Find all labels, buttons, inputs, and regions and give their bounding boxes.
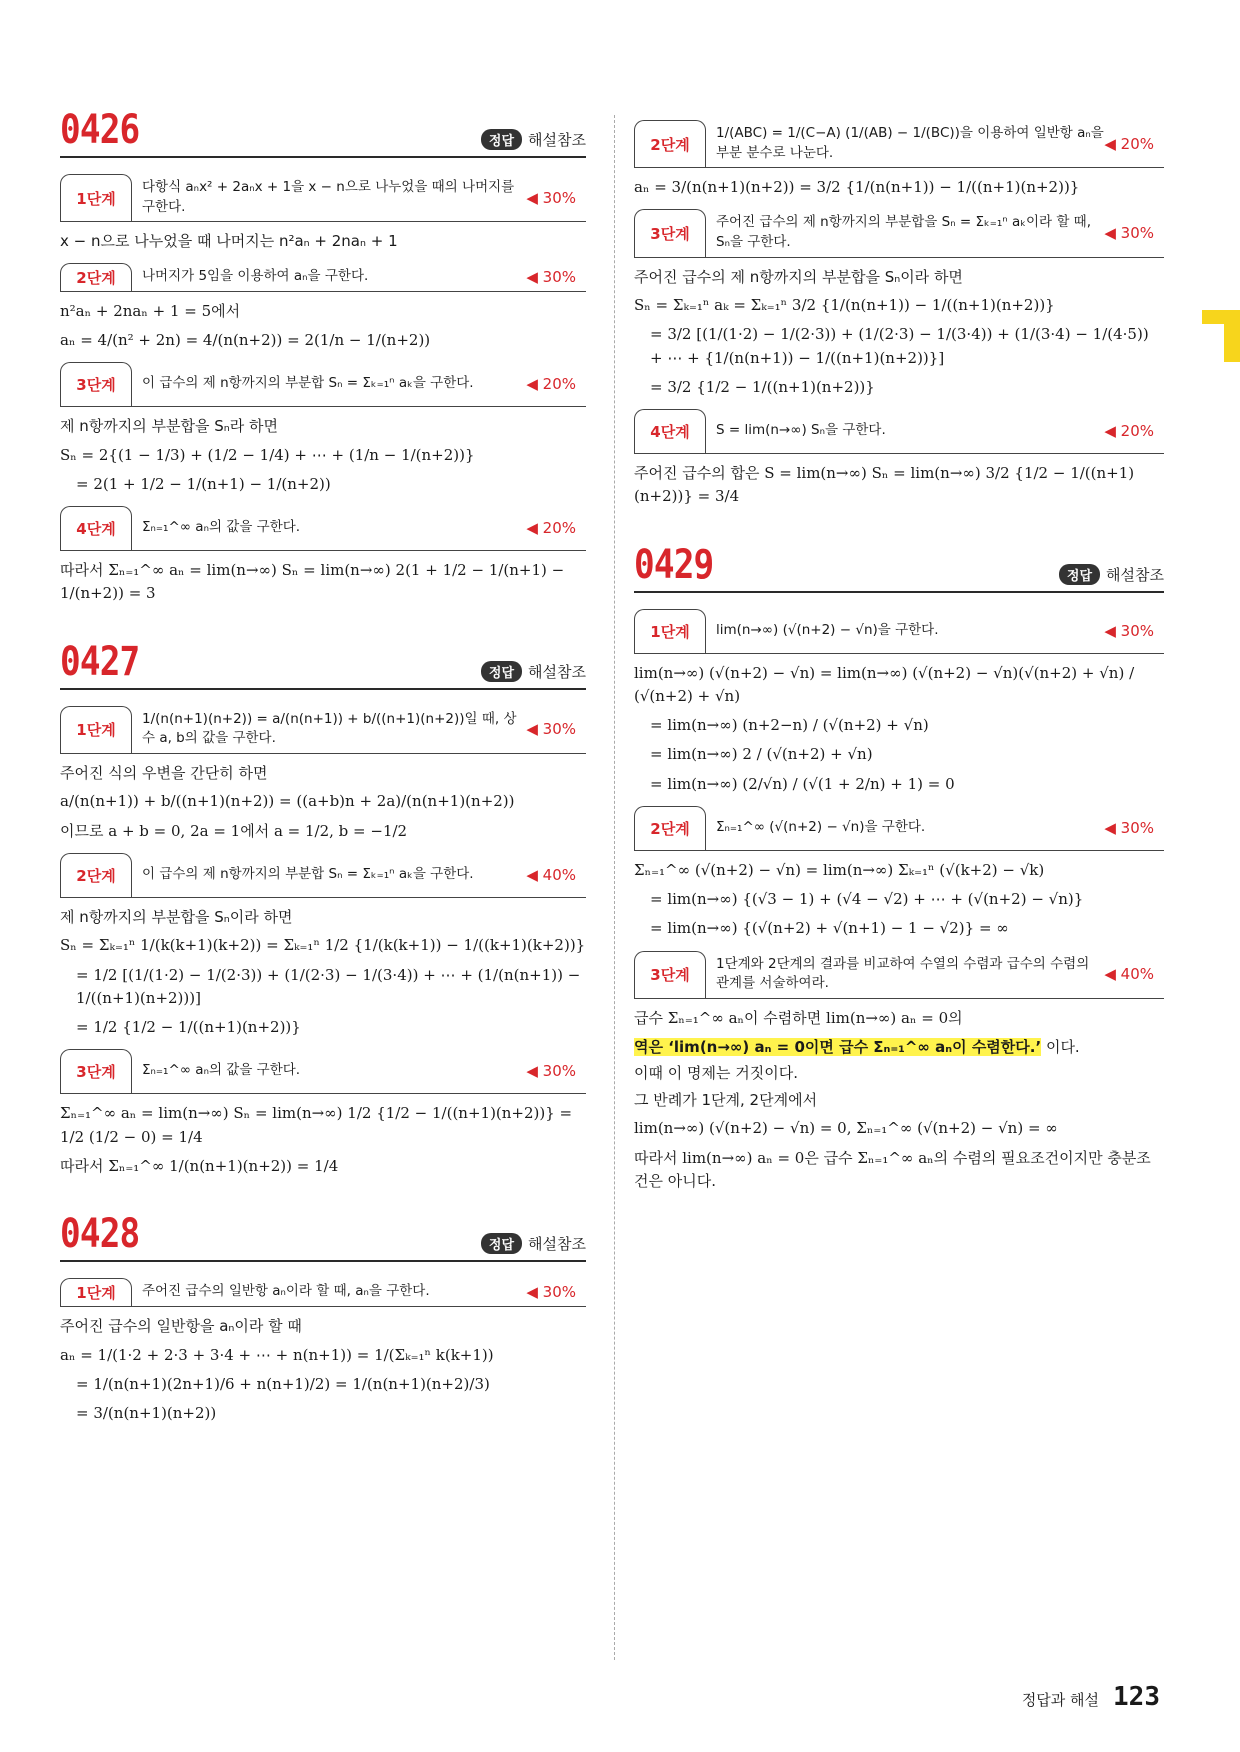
answer-text: 해설참조 (1106, 565, 1164, 584)
equation: = lim(n→∞) 2 / (√(n+2) + √n) (650, 745, 873, 764)
step-percent: ◀ 20% (526, 375, 576, 394)
step-row (60, 506, 586, 551)
answer-ref (1059, 564, 1164, 585)
step-label: 3단계 (60, 362, 132, 406)
step-percent: ◀ 30% (526, 720, 576, 739)
solution-text: 주어진 급수의 제 n항까지의 부분합을 Sₙ이라 하면 (634, 267, 963, 286)
equation: Sₙ = Σₖ₌₁ⁿ aₖ = Σₖ₌₁ⁿ 3/2 {1/(n(n+1)) − 1/((n+1)(n+2))} (634, 296, 1055, 314)
step-description: 나머지가 5임을 이용하여 aₙ을 구한다. (142, 267, 369, 284)
step-label: 1단계 (634, 609, 706, 653)
step-label: 1단계 (60, 706, 132, 753)
step-row (634, 609, 1164, 654)
step-label: 3단계 (634, 209, 706, 256)
step-description: lim(n→∞) (√(n+2) − √n)을 구한다. (716, 621, 939, 638)
solution-text: 주어진 급수의 일반항을 aₙ이라 할 때 (60, 1317, 302, 1335)
problem-number: 0426 (60, 107, 140, 153)
step-row (60, 263, 586, 292)
step-label: 2단계 (60, 263, 132, 291)
step-label: 1단계 (60, 1278, 132, 1306)
equation: lim(n→∞) (√(n+2) − √n) = lim(n→∞) (√(n+2) − √n)(√(n+2) + √n) / (√(n+2) + √n) (634, 663, 1139, 705)
step-percent: ◀ 30% (1104, 621, 1154, 640)
step-row (634, 120, 1164, 168)
step-description: 다항식 aₙx² + 2aₙx + 1을 x − n으로 나누었을 때의 나머지를 구한다. (142, 179, 515, 215)
step-row (634, 806, 1164, 851)
step-percent: ◀ 30% (526, 1283, 576, 1301)
step-percent: ◀ 30% (526, 267, 576, 286)
page-footer (1022, 1682, 1160, 1712)
step-row (634, 209, 1164, 257)
equation: = lim(n→∞) (n+2−n) / (√(n+2) + √n) (650, 716, 929, 734)
answer-badge: 정답 (481, 129, 522, 150)
step-description: Σₙ₌₁^∞ (√(n+2) − √n)을 구한다. (716, 818, 926, 835)
step-percent: ◀ 40% (1104, 965, 1154, 984)
step-row (60, 1278, 586, 1307)
equation: = lim(n→∞) {(√(n+2) + √(n+1) − 1 − √2)} = ∞ (650, 919, 1009, 938)
highlighted-statement (634, 1036, 1164, 1059)
answer-badge: 정답 (481, 1233, 522, 1254)
problem-0426 (60, 107, 586, 606)
answer-text: 해설참조 (528, 131, 586, 149)
step-label: 4단계 (60, 506, 132, 550)
equation: = 1/2 {1/2 − 1/((n+1)(n+2))} (76, 1018, 301, 1036)
step-percent: ◀ 40% (526, 865, 576, 884)
problem-0428 (60, 1211, 586, 1425)
step-description: 주어진 급수의 제 n항까지의 부분합을 Sₙ = Σₖ₌₁ⁿ aₖ이라 할 때, Sₙ을 구한다. (716, 214, 1092, 250)
right-column (634, 110, 1164, 1229)
step-description: S = lim(n→∞) Sₙ을 구한다. (716, 422, 886, 439)
equation: 주어진 급수의 합은 S = lim(n→∞) Sₙ = lim(n→∞) 3/2 {1/2 − 1/((n+1)(n+2))} = 3/4 (634, 464, 1135, 506)
solution-text: x − n으로 나누었을 때 나머지는 n²aₙ + 2naₙ + 1 (60, 232, 398, 251)
equation: = 3/2 [(1/(1·2) − 1/(2·3)) + (1/(2·3) − 1/(3·4)) + (1/(3·4) − 1/(4·5)) + ⋯ + {1/(n(n+1)) − 1/((n+1)(n+2))}] (650, 325, 1154, 367)
page-number: 123 (1113, 1682, 1160, 1712)
step-row (60, 706, 586, 754)
highlight-text: 역은 ‘lim(n→∞) aₙ = 0이면 급수 Σₙ₌₁^∞ aₙ이 수렴한다.’ (634, 1037, 1042, 1056)
step-percent: ◀ 30% (1104, 818, 1154, 837)
problem-number: 0427 (60, 638, 140, 685)
problem-continued (634, 120, 1164, 509)
step-description: Σₙ₌₁^∞ aₙ의 값을 구한다. (142, 1062, 301, 1079)
step-label: 3단계 (634, 951, 706, 998)
step-description: 이 급수의 제 n항까지의 부분합 Sₙ = Σₖ₌₁ⁿ aₖ을 구한다. (142, 865, 474, 882)
problem-0429 (634, 541, 1164, 1194)
step-percent: ◀ 20% (1104, 134, 1154, 153)
equation: Sₙ = 2{(1 − 1/3) + (1/2 − 1/4) + ⋯ + (1/n − 1/(n+2))} (60, 445, 475, 464)
step-label: 1단계 (60, 174, 132, 221)
equation: = 3/2 {1/2 − 1/((n+1)(n+2))} (650, 377, 875, 396)
equation: aₙ = 3/(n(n+1)(n+2)) = 3/2 {1/(n(n+1)) − 1/((n+1)(n+2))} (634, 178, 1080, 197)
step-percent: ◀ 20% (1104, 422, 1154, 440)
statement-tail: 이다. (1041, 1037, 1080, 1056)
equation: 따라서 Σₙ₌₁^∞ 1/(n(n+1)(n+2)) = 1/4 (60, 1156, 339, 1175)
step-description: 1단계와 2단계의 결과를 비교하여 수열의 수렴과 급수의 수렴의 관계를 서술하여라. (716, 955, 1090, 992)
step-percent: ◀ 20% (526, 519, 576, 538)
solution-text: 이때 이 명제는 거짓이다. (634, 1064, 798, 1083)
equation: = 3/(n(n+1)(n+2)) (76, 1404, 217, 1422)
step-label: 2단계 (634, 120, 706, 167)
equation: = lim(n→∞) (2/√n) / (√(1 + 2/n) + 1) = 0 (650, 774, 955, 793)
equation: Σₙ₌₁^∞ aₙ = lim(n→∞) Sₙ = lim(n→∞) 1/2 {1/2 − 1/((n+1)(n+2))} = 1/2 (1/2 − 0) = 1/4 (60, 1104, 577, 1146)
step-description: 1/(n(n+1)(n+2)) = a/(n(n+1)) + b/((n+1)(n+2))일 때, 상수 a, b의 값을 구한다. (142, 710, 517, 747)
solution-text: 제 n항까지의 부분합을 Sₙ라 하면 (60, 417, 278, 436)
step-description: 1/(ABC) = 1/(C−A) (1/(AB) − 1/(BC))을 이용하여 일반항 aₙ을 부분 분수로 나눈다. (716, 125, 1104, 161)
problem-0427 (60, 638, 586, 1178)
step-percent: ◀ 30% (1104, 223, 1154, 242)
equation: aₙ = 1/(1·2 + 2·3 + 3·4 + ⋯ + n(n+1)) = 1/(Σₖ₌₁ⁿ k(k+1)) (60, 1345, 494, 1364)
answer-ref (481, 1233, 586, 1254)
step-label: 3단계 (60, 1049, 132, 1093)
equation: 급수 Σₙ₌₁^∞ aₙ이 수렴하면 lim(n→∞) aₙ = 0의 (634, 1008, 963, 1027)
equation: = 1/2 [(1/(1·2) − 1/(2·3)) + (1/(2·3) − 1/(3·4)) + ⋯ + (1/(n(n+1)) − 1/((n+1)(n+2)))] (76, 965, 586, 1007)
equation: 따라서 lim(n→∞) aₙ = 0은 급수 Σₙ₌₁^∞ aₙ의 수렴의 필요조건이지만 충분조건은 아니다. (634, 1148, 1151, 1190)
answer-ref (481, 129, 586, 150)
answer-badge: 정답 (481, 661, 522, 682)
chapter-tab-marker (1224, 310, 1240, 362)
step-label: 2단계 (634, 806, 706, 850)
equation: = 2(1 + 1/2 − 1/(n+1) − 1/(n+2)) (76, 474, 331, 493)
step-description: 이 급수의 제 n항까지의 부분합 Sₙ = Σₖ₌₁ⁿ aₖ을 구한다. (142, 375, 474, 392)
column-divider (614, 115, 615, 1660)
solution-text: 그 반례가 1단계, 2단계에서 (634, 1090, 818, 1109)
step-row (634, 951, 1164, 999)
equation: 이므로 a + b = 0, 2a = 1에서 a = 1/2, b = −1/2 (60, 821, 408, 840)
step-percent: ◀ 30% (526, 188, 576, 207)
problem-number: 0428 (60, 1211, 140, 1257)
equation: lim(n→∞) (√(n+2) − √n) = 0, Σₙ₌₁^∞ (√(n+2) − √n) = ∞ (634, 1119, 1058, 1138)
problem-header (60, 107, 586, 158)
step-row (60, 1049, 586, 1094)
problem-header (60, 638, 586, 690)
answer-text: 해설참조 (528, 662, 586, 681)
answer-text: 해설참조 (528, 1235, 586, 1253)
step-row (60, 853, 586, 898)
problem-number: 0429 (634, 541, 714, 588)
answer-badge: 정답 (1059, 564, 1100, 585)
answer-ref (481, 661, 586, 682)
footer-label: 정답과 해설 (1021, 1691, 1100, 1709)
step-row (60, 362, 586, 407)
step-percent: ◀ 30% (526, 1062, 576, 1081)
equation: 따라서 Σₙ₌₁^∞ aₙ = lim(n→∞) Sₙ = lim(n→∞) 2(1 + 1/2 − 1/(n+1) − 1/(n+2)) = 3 (60, 561, 570, 603)
equation: Σₙ₌₁^∞ (√(n+2) − √n) = lim(n→∞) Σₖ₌₁ⁿ (√(k+2) − √k) (634, 860, 1045, 879)
step-row (634, 409, 1164, 454)
equation: n²aₙ + 2naₙ + 1 = 5에서 (60, 301, 241, 320)
step-label: 2단계 (60, 853, 132, 897)
solution-text: 제 n항까지의 부분합을 Sₙ이라 하면 (60, 907, 293, 926)
problem-header (634, 541, 1164, 593)
equation: aₙ = 4/(n² + 2n) = 4/(n(n+2)) = 2(1/n − 1/(n+2)) (60, 330, 431, 349)
equation: Sₙ = Σₖ₌₁ⁿ 1/(k(k+1)(k+2)) = Σₖ₌₁ⁿ 1/2 {1/(k(k+1)) − 1/((k+1)(k+2))} (60, 936, 586, 955)
equation: = 1/(n(n+1)(2n+1)/6 + n(n+1)/2) = 1/(n(n+1)(n+2)/3) (76, 1374, 490, 1393)
solution-text: 주어진 식의 우변을 간단히 하면 (60, 763, 268, 782)
step-description: 주어진 급수의 일반항 aₙ이라 할 때, aₙ을 구한다. (142, 1283, 430, 1300)
step-label: 4단계 (634, 409, 706, 453)
step-row (60, 174, 586, 222)
problem-header (60, 1211, 586, 1262)
left-column (60, 107, 586, 1461)
equation: = lim(n→∞) {(√3 − 1) + (√4 − √2) + ⋯ + (√(n+2) − √n)} (650, 890, 1084, 908)
step-description: Σₙ₌₁^∞ aₙ의 값을 구한다. (142, 519, 301, 536)
equation: a/(n(n+1)) + b/((n+1)(n+2)) = ((a+b)n + 2a)/(n(n+1)(n+2)) (60, 792, 515, 811)
